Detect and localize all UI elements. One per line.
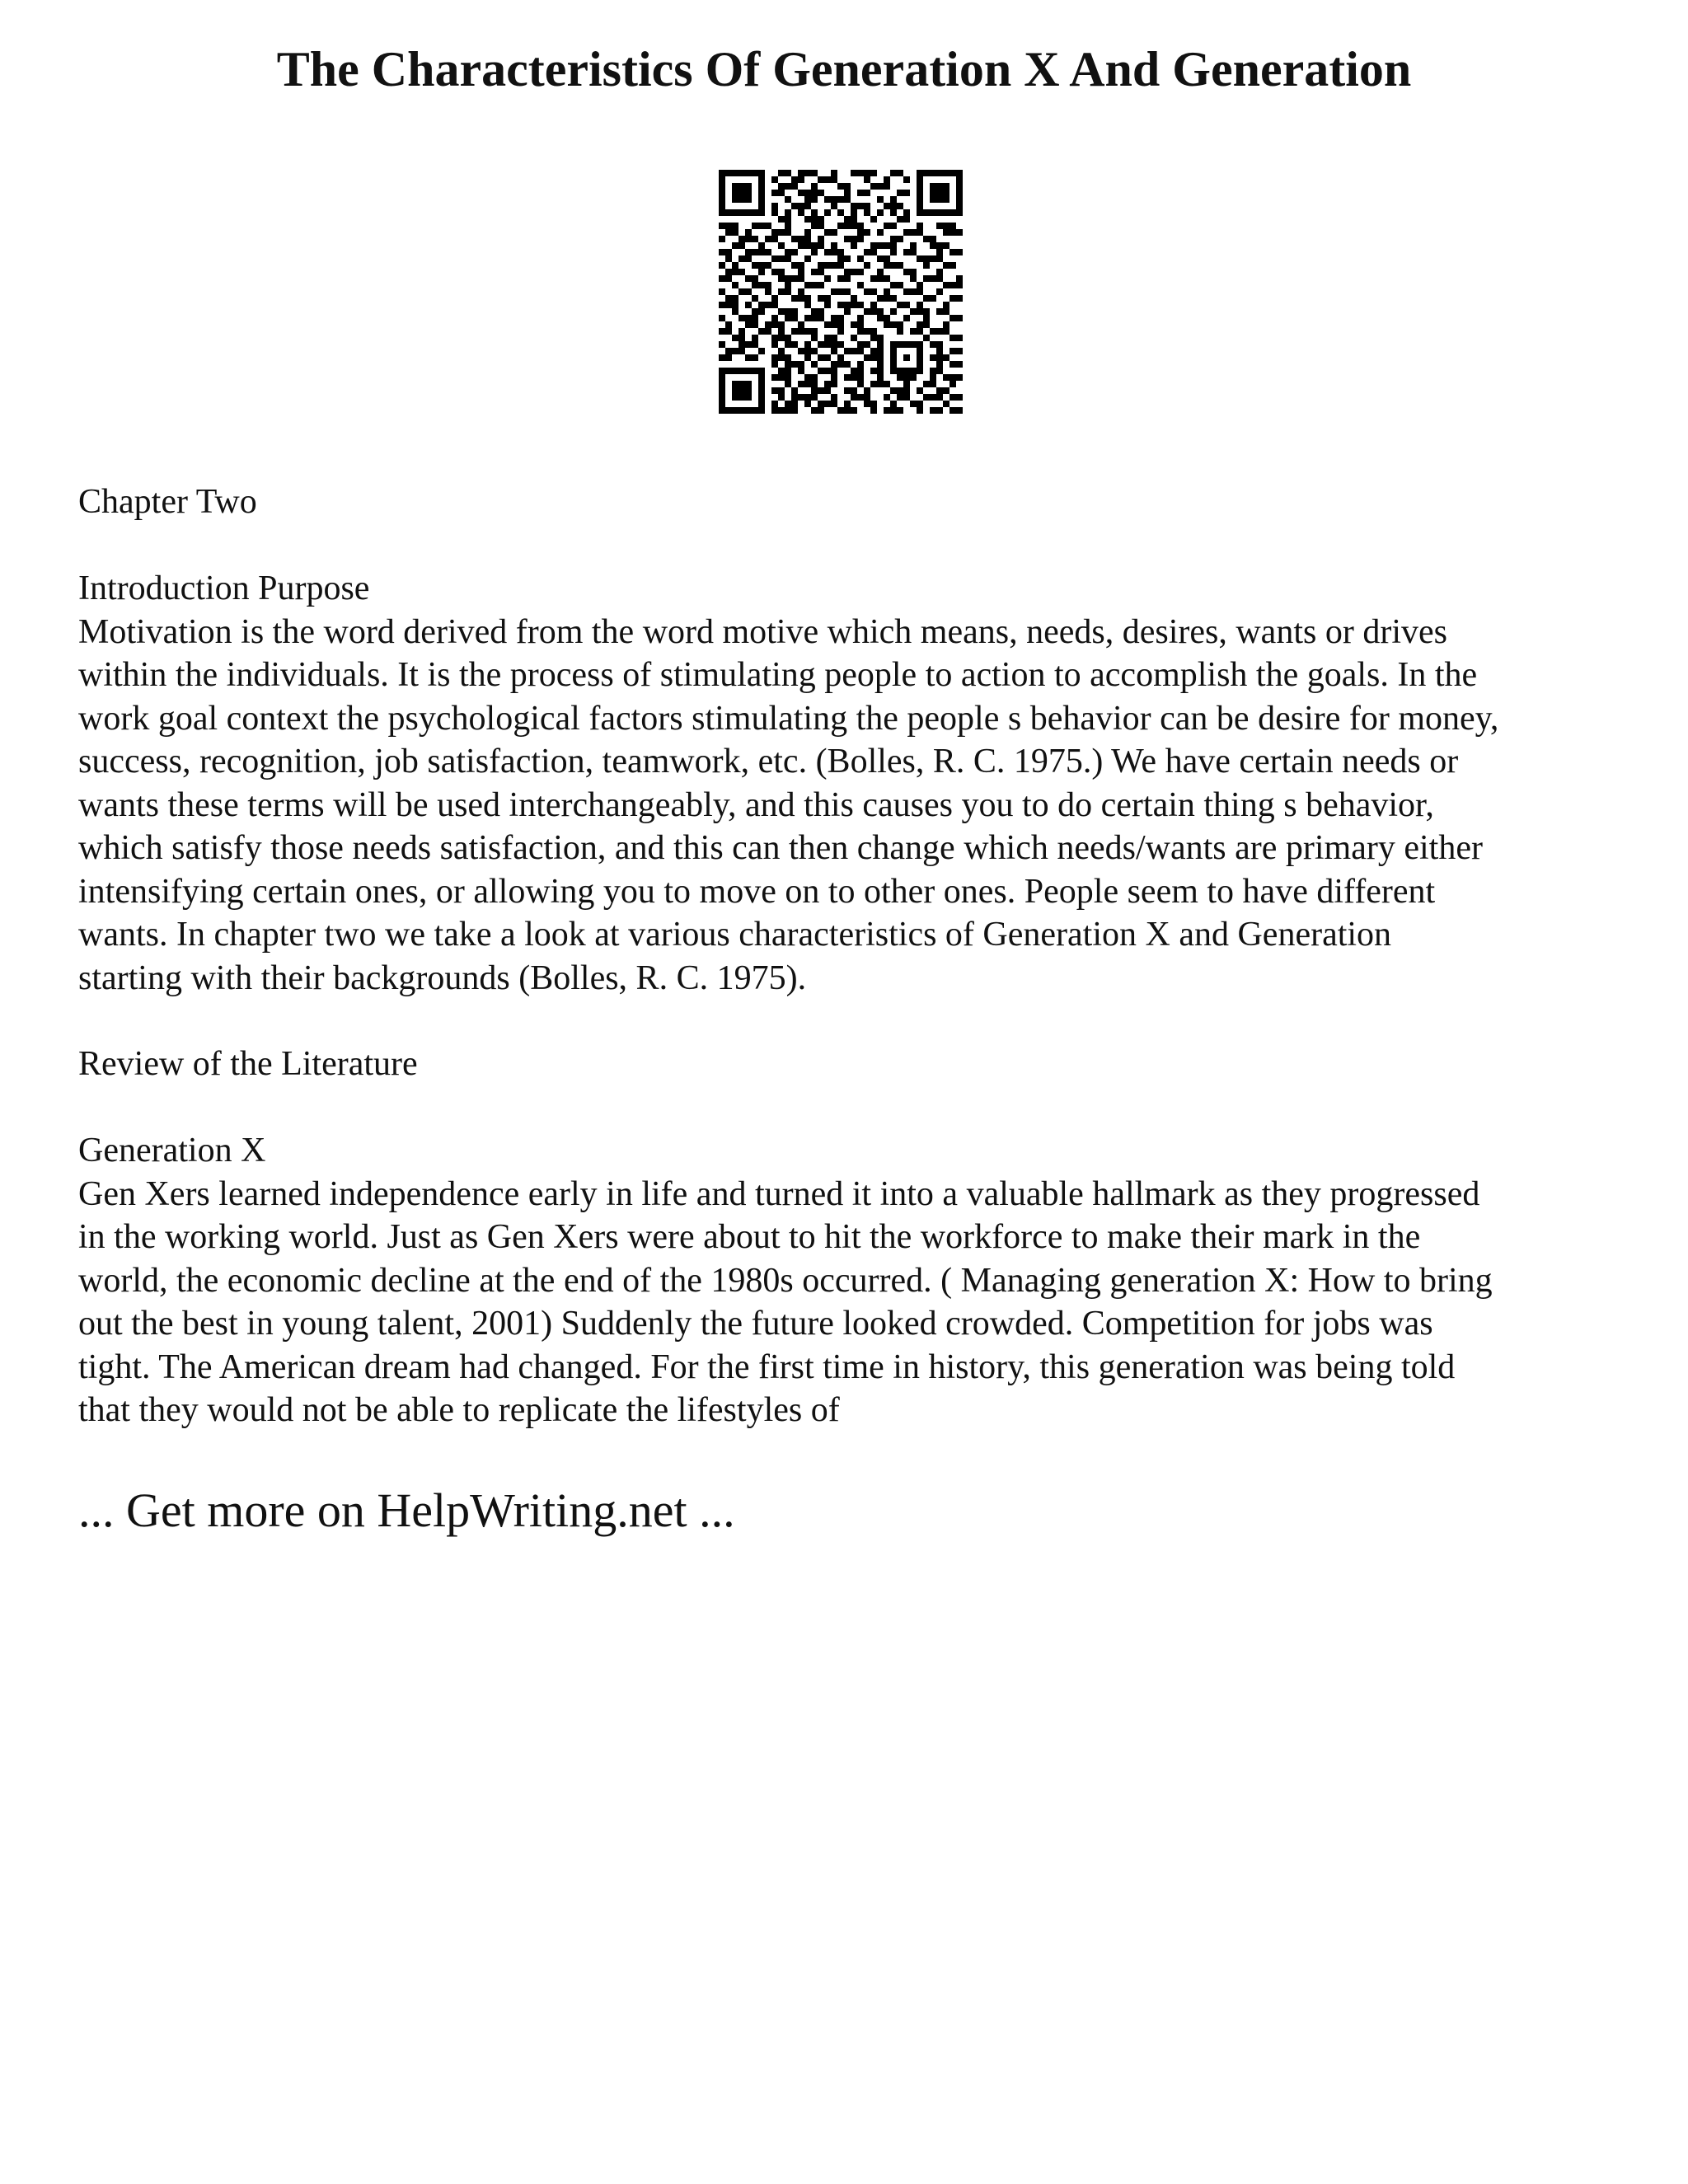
page-title: The Characteristics Of Generation X And Generation xyxy=(276,42,1412,96)
genx-line: world, the economic decline at the end of the 1980s occurred. ( Managing generation X: How to bring xyxy=(78,1261,1493,1300)
intro-line: wants these terms will be used interchangeably, and this causes you to do certain thing s behavior, xyxy=(78,785,1434,824)
genx-line: out the best in young talent, 2001) Suddenly the future looked crowded. Competition for jobs was xyxy=(78,1305,1433,1343)
genx-line: that they would not be able to replicate the lifestyles of xyxy=(78,1391,840,1429)
intro-heading: Introduction Purpose xyxy=(78,569,370,607)
introduction-section xyxy=(78,567,1628,1000)
intro-line: which satisfy those needs satisfaction, and this can then change which needs/wants are primary either xyxy=(78,829,1483,867)
genx-line: tight. The American dream had changed. For the first time in history, this generation was being told xyxy=(78,1347,1456,1386)
genx-heading: Generation X xyxy=(78,1132,266,1169)
intro-line: success, recognition, job satisfaction, teamwork, etc. (Bolles, R. C. 1975.) We have certain needs or xyxy=(78,743,1459,780)
review-heading: Review of the Literature xyxy=(78,1045,418,1083)
intro-line: intensifying certain ones, or allowing you to move on to other ones. People seem to have different xyxy=(78,872,1436,911)
intro-line: Motivation is the word derived from the word motive which means, needs, desires, wants or drives xyxy=(78,612,1447,651)
genx-line: Gen Xers learned independence early in life and turned it into a valuable hallmark as they progressed xyxy=(78,1174,1480,1213)
intro-line: within the individuals. It is the process of stimulating people to action to accomplish the goals. In the xyxy=(78,656,1478,694)
intro-line: work goal context the psychological factors stimulating the people s behavior can be desire for money, xyxy=(78,699,1499,738)
chapter-heading: Chapter Two xyxy=(78,483,257,521)
qr-code-icon xyxy=(719,170,963,414)
get-more-link[interactable]: ... Get more on HelpWriting.net ... xyxy=(78,1483,735,1537)
intro-line: starting with their backgrounds (Bolles, R. C. 1975). xyxy=(78,958,807,997)
genx-line: in the working world. Just as Gen Xers were about to hit the workforce to make their mark in the xyxy=(78,1218,1421,1256)
intro-line: wants. In chapter two we take a look at various characteristics of Generation X and Generation xyxy=(78,916,1392,954)
generation-x-section xyxy=(78,1129,1628,1432)
